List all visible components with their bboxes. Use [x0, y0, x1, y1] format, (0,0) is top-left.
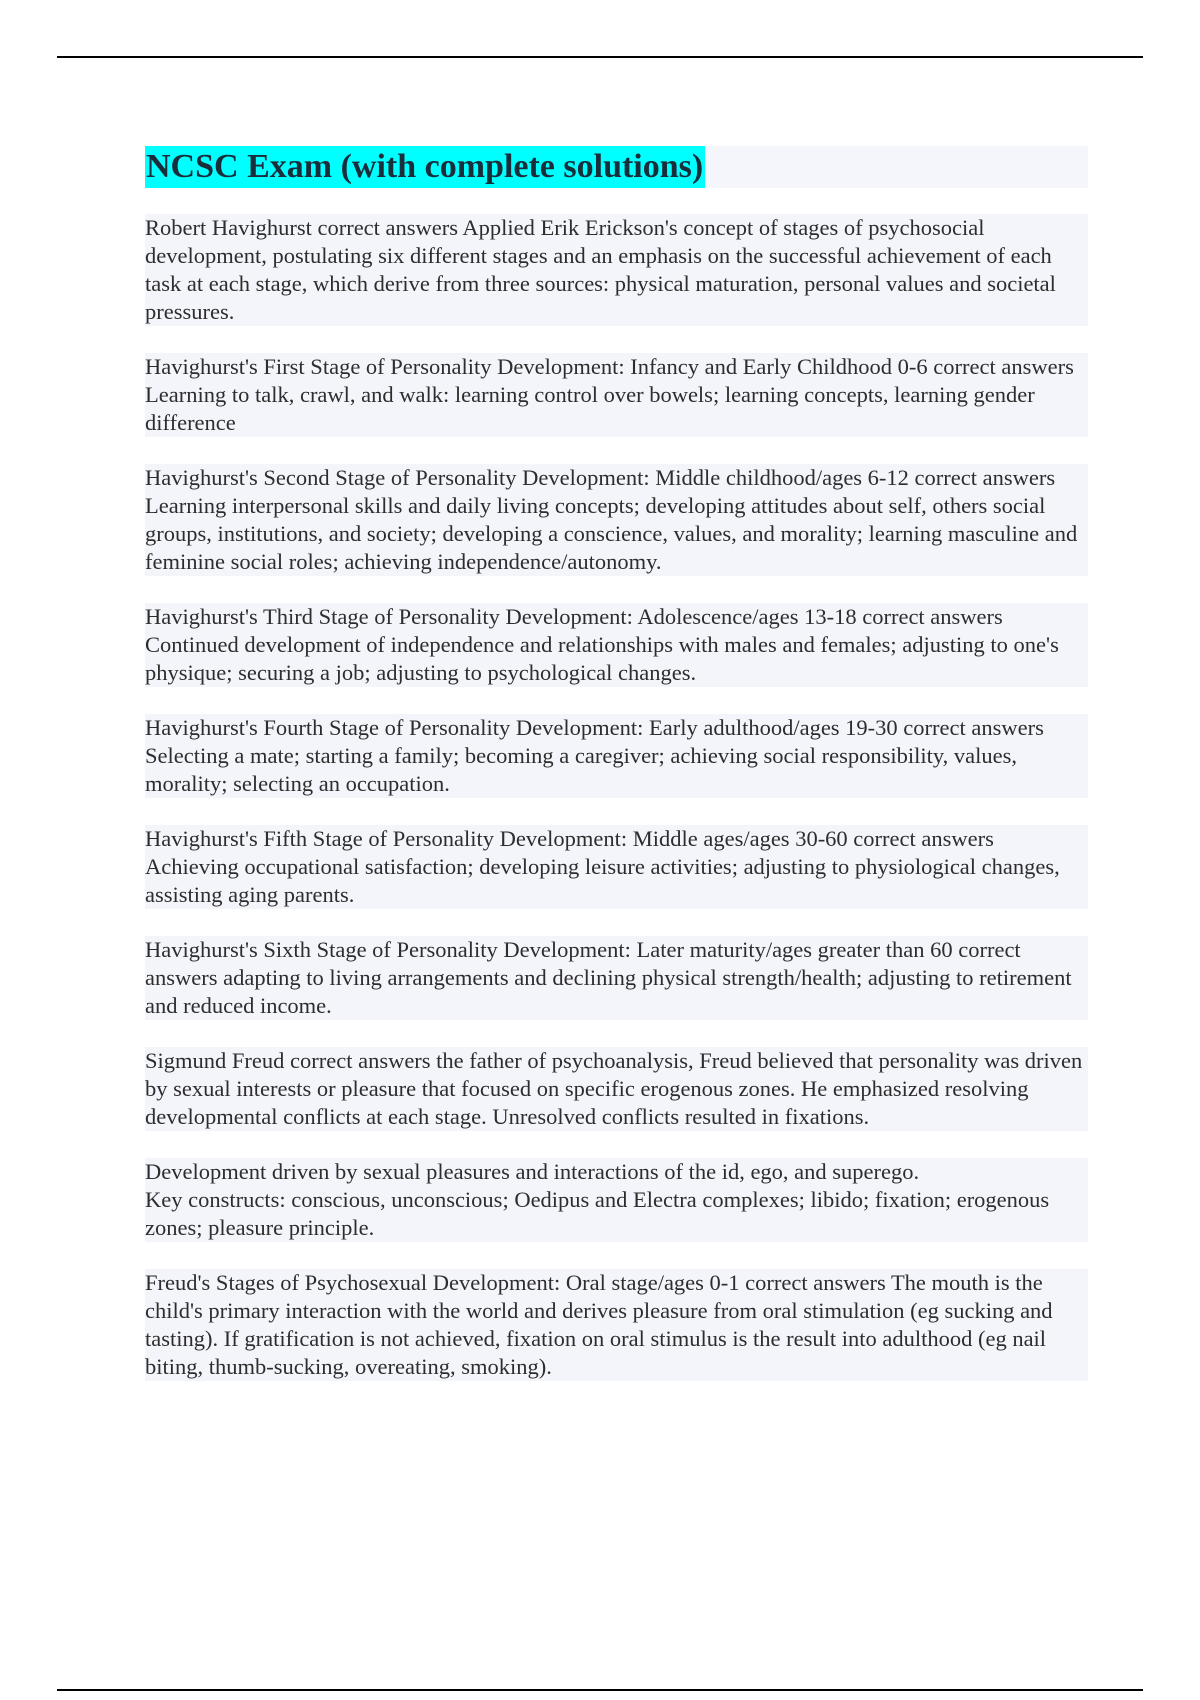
- freud-note-line-2: Key constructs: conscious, unconscious; Oedipus and Electra complexes; libido; fixation; erogenous zones; pleasure principle.: [145, 1187, 1050, 1240]
- entry-robert-havighurst: Robert Havighurst correct answers Applied Erik Erickson's concept of stages of psychosocial development, postulating six different stages and an emphasis on the successful achievement of each task at each stage, which derive from three sources: physical maturation, personal values and societal pressures.: [145, 214, 1088, 326]
- page-top-rule: [57, 56, 1143, 58]
- entry-havighurst-fifth-stage: Havighurst's Fifth Stage of Personality Development: Middle ages/ages 30-60 correct answers Achieving occupational satisfaction; developing leisure activities; adjusting to physiological changes, assisting aging parents.: [145, 825, 1088, 909]
- entry-freud-key-constructs: [145, 1158, 1088, 1242]
- entry-freud-oral-stage: Freud's Stages of Psychosexual Development: Oral stage/ages 0-1 correct answers The mouth is the child's primary interaction with the world and derives pleasure from oral stimulation (eg sucking and tasting). If gratification is not achieved, fixation on oral stimulus is the result into adulthood (eg nail biting, thumb-sucking, overeating, smoking).: [145, 1269, 1088, 1381]
- document-title: NCSC Exam (with complete solutions): [145, 146, 705, 188]
- entry-havighurst-first-stage: Havighurst's First Stage of Personality Development: Infancy and Early Childhood 0-6 correct answers Learning to talk, crawl, and walk: learning control over bowels; learning concepts, learning gender difference: [145, 353, 1088, 437]
- entry-havighurst-fourth-stage: Havighurst's Fourth Stage of Personality Development: Early adulthood/ages 19-30 correct answers Selecting a mate; starting a family; becoming a caregiver; achieving social responsibility, values, morality; selecting an occupation.: [145, 714, 1088, 798]
- entry-havighurst-third-stage: Havighurst's Third Stage of Personality Development: Adolescence/ages 13-18 correct answers Continued development of independence and relationships with males and females; adjusting to one's physique; securing a job; adjusting to psychological changes.: [145, 603, 1088, 687]
- title-bar: [145, 146, 1088, 188]
- page-bottom-rule: [57, 1689, 1143, 1691]
- entry-havighurst-second-stage: Havighurst's Second Stage of Personality Development: Middle childhood/ages 6-12 correct answers Learning interpersonal skills and daily living concepts; developing attitudes about self, others social groups, institutions, and society; developing a conscience, values, and morality; learning masculine and feminine social roles; achieving independence/autonomy.: [145, 464, 1088, 576]
- document-body: [145, 146, 1088, 1408]
- freud-note-line-1: Development driven by sexual pleasures and interactions of the id, ego, and superego.: [145, 1159, 920, 1184]
- entry-havighurst-sixth-stage: Havighurst's Sixth Stage of Personality Development: Later maturity/ages greater than 60 correct answers adapting to living arrangements and declining physical strength/health; adjusting to retirement and reduced income.: [145, 936, 1088, 1020]
- entry-sigmund-freud: Sigmund Freud correct answers the father of psychoanalysis, Freud believed that personality was driven by sexual interests or pleasure that focused on specific erogenous zones. He emphasized resolving developmental conflicts at each stage. Unresolved conflicts resulted in fixations.: [145, 1047, 1088, 1131]
